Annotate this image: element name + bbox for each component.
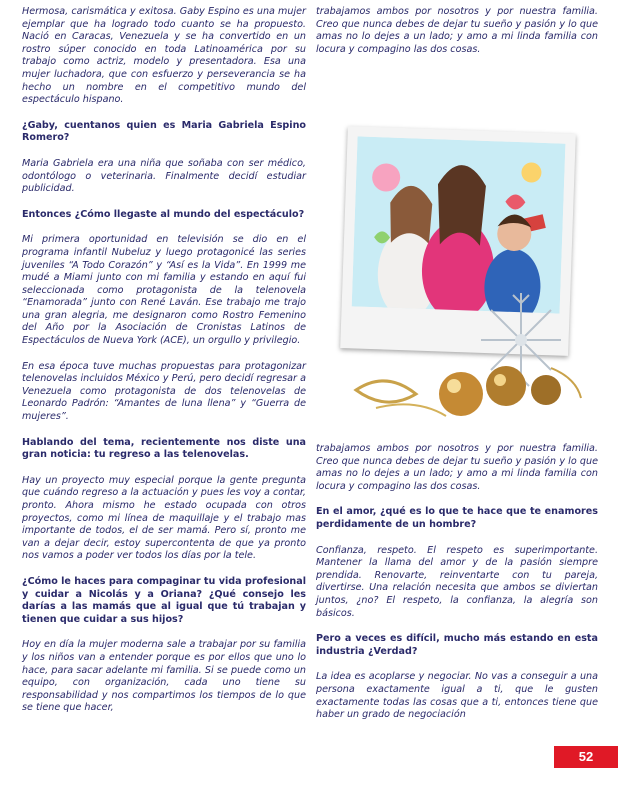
answer-2b: En esa época tuve muchas propuestas para protagonizar telenovelas incluidos México y Perú, pero decidí regresar a Venezuela como protagonista de dos telenovelas de Leonardo Padrón: “Amantes de luna llena” y “Guerra de mujeres”. bbox=[22, 360, 306, 423]
intro-paragraph: Hermosa, carismática y exitosa. Gaby Espino es una mujer ejemplar que ha logrado todo cuanto se ha propuesto. Nació en Caracas, Venezuela y se ha convertido en un rostro súper conocido en toda Latinoamérica por su trabajo como actriz, modelo y presentadora. Esa una mujer luchadora, que con esfuerzo y perseverancia se ha hecho un nombre en el competitivo mundo del espectáculo hispano. bbox=[22, 6, 306, 106]
question-4: ¿Cómo le haces para compaginar tu vida profesional y cuidar a Nicolás y a Oriana? ¿Qué consejo les darías a las mamás que al igual que tú trabajan y tienen que cuidar a sus hijos? bbox=[22, 575, 306, 625]
question-3: Hablando del tema, recientemente nos diste una gran noticia: tu regreso a las telenovelas. bbox=[22, 436, 306, 461]
page-number: 52 bbox=[554, 746, 618, 768]
question-2: Entonces ¿Cómo llegaste al mundo del espectáculo? bbox=[22, 208, 305, 220]
question-1: ¿Gaby, cuentanos quien es Maria Gabriela Espino Romero? bbox=[22, 119, 306, 144]
right-column-bottom bbox=[316, 443, 598, 722]
answer-2a: Mi primera oportunidad en televisión se dio en el programa infantil Nubeluz y luego protagonicé las series juveniles “A Todo Corazón” y “Así es la Vida”. En 1999 me mudé a Miami junto con mi familia y estando en aquí fui seleccionada como protagonista de la telenovela “Enamorada” junto con René Laván. Ese trabajo me trajo una gran alegria, me designaron como Rostro Femenino del Año por la Asociación de Cronistas Latinos de Espectáculos de Nueva York (ACE), un orgullo y privilegio. bbox=[22, 234, 306, 347]
answer-1: Maria Gabriela era una niña que soñaba con ser médico, odontólogo o veterinaria. Finalmente decidí estudiar publicidad. bbox=[22, 157, 306, 195]
answer-4-continued: trabajamos ambos por nosotros y por nuestra familia. Creo que nunca debes de dejar tu sueño y pasión y lo que amas no lo dejes a un lado; y amo a mi linda familia con locura y compagino las dos cosas. bbox=[316, 6, 598, 55]
answer-5: Confianza, respeto. El respeto es superimportante. Mantener la llama del amor y de la pasión siempre prendida. Renovarte, reinventarte con tu pareja, divertirse. Una relación necesita que ambos se diviertan juntos, ¿no? El respeto, la confianza, la alegría son básicos. bbox=[316, 544, 598, 619]
answer-3: Hay un proyecto muy especial porque la gente pregunta que cuándo regreso a la actuación y pues les voy a contar, pronto. Ahora mismo he estado ocupada con otros proyectos, como mi línea de maquillaje y el trabajo mas importante de todos, el de ser mamá. Pero sí, pronto me van a dejar decir, estoy supercontenta de que ya pronto nos vamos a poder ver todos los días por la tele. bbox=[22, 474, 306, 562]
family-photo bbox=[316, 118, 598, 440]
question-5: En el amor, ¿qué es lo que te hace que te enamores perdidamente de un hombre? bbox=[316, 506, 598, 530]
christmas-ornaments bbox=[316, 118, 598, 440]
answer-4-repeat: trabajamos ambos por nosotros y por nuestra familia. Creo que nunca debes de dejar tu sueño y pasión y lo que amas no lo dejes a un lado; y amo a mi linda familia con locura y compagino las dos cosas. bbox=[316, 443, 598, 492]
question-6: Pero a veces es difícil, mucho más estando en esta industria ¿Verdad? bbox=[316, 633, 598, 657]
answer-6: La idea es acoplarse y negociar. No vas a conseguir a una persona exactamente igual a ti, que le gusten exactamente todas las cosas que a ti, entonces tiene que haber un grado de negociación bbox=[316, 671, 598, 721]
answer-4: Hoy en día la mujer moderna sale a trabajar por su familia y los niños van a entender porque es por ellos que uno lo hace, para sacar adelante mi familia. Si se puede como un equipo, con organización, cada uno tiene su responsabilidad y nos compartimos los tiempos de lo que se tiene que hacer, bbox=[22, 639, 306, 714]
right-column-top bbox=[316, 6, 598, 56]
left-column bbox=[22, 6, 306, 715]
